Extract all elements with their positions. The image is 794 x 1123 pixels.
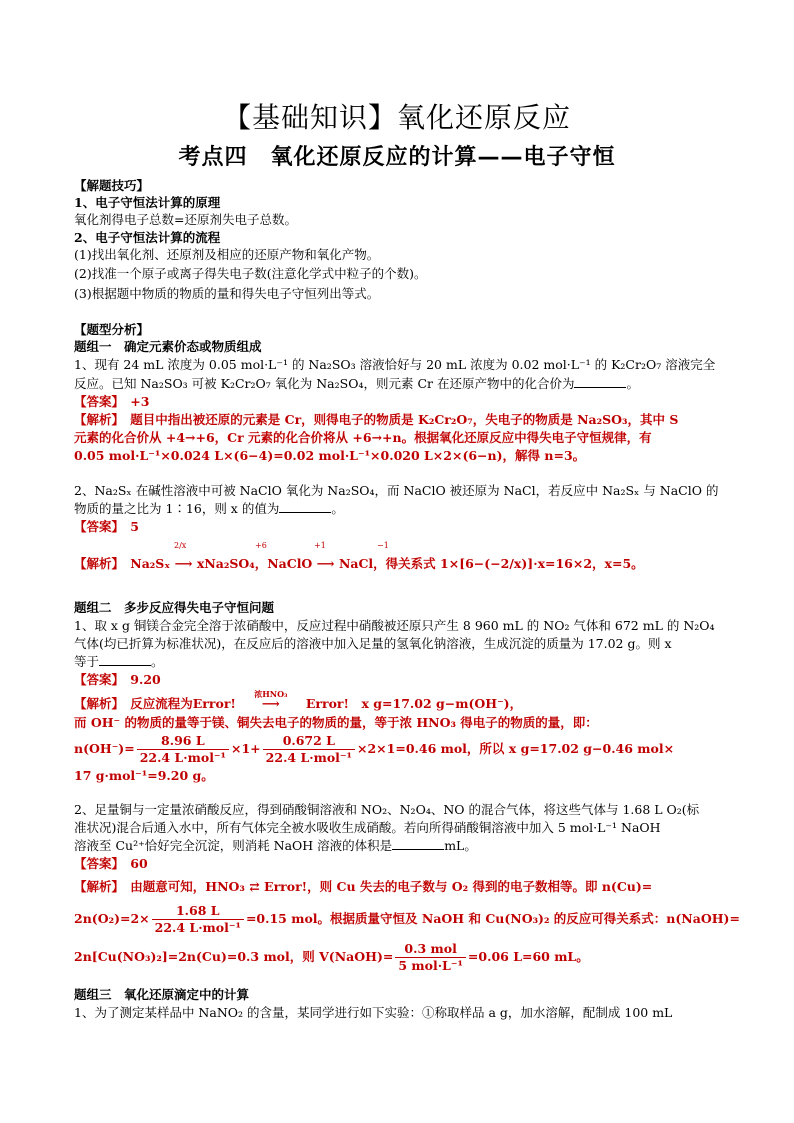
- group1-title: 题组一 确定元素价态或物质组成: [74, 339, 262, 354]
- tips-header: 【解题技巧】: [74, 178, 150, 193]
- g2-q2-explanation-1: 【解析】 由题意可知，HNO₃ ⇄ Error!，则 Cu 失去的电子数与 O₂ 得到的电子数相等。即 n(Cu)=: [74, 879, 653, 894]
- g2-q1-explanation-3: n(OH⁻)= $\frac{8.96 L}{\text{22.4 L·mol⁻¹}}$ ×1+ $\frac{0.672 L}{\text{22.4 L·mol⁻¹}}$ ×2×1=0.46 mol，所以 x g=17.02 g−0.46 mol×: [74, 733, 675, 765]
- page-subtitle: 考点四 氧化还原反应的计算——电子守恒: [178, 145, 616, 170]
- g2-q2-line2: 准状况)混合后通入水中，所有气体完全被水吸收生成硝酸。若向所得硝酸铜溶液中加入 5 mol·L⁻¹ NaOH: [74, 820, 661, 835]
- g2-q1-line3: 等于 。: [74, 654, 164, 669]
- answer-value: 5: [130, 519, 139, 534]
- group2-title: 题组二 多步反应得失电子守恒问题: [74, 600, 275, 615]
- g1-q1-line1: 1、现有 24 mL 浓度为 0.05 mol·L⁻¹ 的 Na₂SO₃ 溶液恰好与 20 mL 浓度为 0.02 mol·L⁻¹ 的 K₂Cr₂O₇ 溶液完全: [74, 357, 716, 372]
- analysis-header: 【题型分析】: [74, 322, 150, 337]
- tips-text-1: 氧化剂得电子总数=还原剂失电子总数。: [74, 212, 297, 227]
- g1-q1-answer: [74, 394, 149, 410]
- g2-q2-explanation-2: 2n(O₂)=2× $\frac{1.68 L}{\text{22.4 L·mol⁻¹}}$ =0.15 mol。根据质量守恒及 NaOH 和 Cu(NO₃)₂ 的反应可得关系式：n(NaOH)=: [74, 903, 740, 935]
- g1-q1-line2: 反应。已知 Na₂SO₃ 可被 K₂Cr₂O₇ 氧化为 Na₂SO₄，则元素 Cr 在还原产物中的化合价为 。: [74, 376, 639, 391]
- g1-q1-explanation-3: 0.05 mol·L⁻¹×0.024 L×(6−4)=0.02 mol·L⁻¹×0.020 L×2×(6−n)，解得 n=3。: [74, 448, 586, 463]
- g2-q2-line1: 2、足量铜与一定量浓硝酸反应，得到硝酸铜溶液和 NO₂、N₂O₄、NO 的混合气体，将这些气体与 1.68 L O₂(标: [74, 802, 700, 817]
- g2-q2-explanation-3: 2n[Cu(NO₃)₂]=2n(Cu)=0.3 mol，则 V(NaOH)= $\frac{\text{0.3 mol}}{\text{5 mol·L⁻¹}}$ =0.06 L=60 mL。: [74, 941, 589, 973]
- fraction: $\frac{0.672 L}{\text{22.4 L·mol⁻¹}}$: [263, 733, 355, 766]
- g1-q2-explanation: 【解析】 Na₂Sₓ ⟶ xNa₂SO₄，NaClO ⟶ NaCl，得关系式 1×[6−(−2/x)]·x=16×2，x=5。: [74, 556, 644, 571]
- answer-blank: [99, 654, 151, 666]
- g1-q1-explanation-1: 【解析】 题目中指出被还原的元素是 Cr，则得电子的物质是 K₂Cr₂O₇，失电子的物质是 Na₂SO₃，其中 S: [74, 412, 679, 427]
- g2-q1-line2: 气体(均已折算为标准状况)，在反应后的溶液中加入足量的氢氧化钠溶液，生成沉淀的质量为 17.02 g。则 x: [74, 636, 672, 651]
- tips-step-2: (2)找准一个原子或离子得失电子数(注意化学式中粒子的个数)。: [74, 266, 427, 281]
- g3-q1-line1: 1、为了测定某样品中 NaNO₂ 的含量，某同学进行如下实验：①称取样品 a g，加水溶解，配制成 100 mL: [74, 1005, 673, 1020]
- g2-q1-explanation-4: 17 g·mol⁻¹=9.20 g。: [74, 768, 214, 783]
- answer-tag: 【答案】: [74, 394, 118, 409]
- reaction-arrow: 浓HNO₃ ⟶: [254, 689, 288, 711]
- g1-q2-answer: 【答案】 5: [74, 519, 139, 534]
- g2-q2-answer: 【答案】 60: [74, 856, 148, 871]
- tips-step-1: (1)找出氧化剂、还原剂及相应的还原产物和氧化产物。: [74, 247, 380, 262]
- answer-blank: [392, 838, 444, 850]
- answer-value: +3: [130, 394, 150, 409]
- g2-q1-explanation-1: 【解析】 反应流程为Error! 浓HNO₃ ⟶ Error! x g=17.02 g−m(OH⁻)，: [74, 689, 523, 711]
- tips-step-3: (3)根据题中物质的物质的量和得失电子守恒列出等式。: [74, 286, 380, 301]
- page-title: 【基础知识】氧化还原反应: [222, 101, 571, 134]
- group3-title: 题组三 氧化还原滴定中的计算: [74, 987, 250, 1002]
- g2-q2-line3: 溶液至 Cu²⁺恰好完全沉淀，则消耗 NaOH 溶液的体积是 mL。: [74, 838, 477, 853]
- g1-q1-explanation-2: 元素的化合价从 +4→+6，Cr 元素的化合价将从 +6→+n。根据氧化还原反应中得失电子守恒规律，有: [74, 430, 652, 445]
- tips-heading-1: 1、电子守恒法计算的原理: [74, 195, 221, 210]
- answer-value: 60: [130, 856, 148, 871]
- answer-blank: [279, 501, 331, 513]
- fraction: $\frac{\text{0.3 mol}}{\text{5 mol·L⁻¹}}$: [395, 941, 466, 974]
- fraction: $\frac{8.96 L}{\text{22.4 L·mol⁻¹}}$: [137, 733, 229, 766]
- document-page: 【基础知识】氧化还原反应 考点四 氧化还原反应的计算——电子守恒 【解题技巧】 1、电子守恒法计算的原理 氧化剂得电子总数=还原剂失电子总数。 2、电子守恒法计算的流程 (1)找出氧化剂、还原剂及相应的还原产物和氧化产物。 (2)找准一个原子或离子得失电子数(注意化学式中粒子的个数)。 (3)根据题中物质的物质的量和得失电子守恒列出等式。 【题型分析】 题组一 确定元素价态或物质组成 1、现有 24 mL 浓度为 0.05 mol·L⁻¹ 的 Na₂SO₃ 溶液恰好与 20 mL 浓度为 0.02 mol·L⁻¹ 的 K₂Cr₂O₇ 溶液完全 反应。已知 Na₂SO₃ 可被 K₂Cr₂O₇ 氧化为 Na₂SO₄，则元素 Cr 在还原产物中的化合价为 。 【答案】 +3 【解析】 题目中指出被还原的元素是 Cr，则得电子的物质是 K₂Cr₂O₇，失电子的物质是 Na₂SO₃，其中 S 元素的化合价从 +4→+6，Cr 元素的化合价将从 +6→+n。根据氧化还原反应中得失电子守恒规律，有 0.05 mol·L⁻¹×0.024 L×(6−4)=0.02 mol·L⁻¹×0.020 L×2×(6−n)，解得 n=3。 2、Na₂Sₓ 在碱性溶液中可被 NaClO 氧化为 Na₂SO₄，而 NaClO 被还原为 NaCl，若反应中 Na₂Sₓ 与 NaClO 的 物质的量之比为 1∶16，则 x 的值为 。 【答案】 5 2/x +6 +1 −1 【解析】 Na₂Sₓ ⟶ xNa₂SO₄，NaClO ⟶ NaCl，得关系式 1×[6−(−2/x)]·x=16×2，x=5。 题组二 多步反应得失电子守恒问题 1、取 x g 铜镁合金完全溶于浓硝酸中，反应过程中硝酸被还原只产生 8 960 mL 的 NO₂ 气体和 672 mL 的 N₂O₄ 气体(均已折算为标准状况)，在反应后的溶液中加入足量的氢氧化钠溶液，生成沉淀的质量为 17.02 g。则 x 等于 。 【答案】 9.20 【解析】 反应流程为Error! 浓HNO₃ ⟶ Error! x g=17.02 g−m(OH⁻)， 而 OH⁻ 的物质的量等于镁、铜失去电子的物质的量，等于浓 HNO₃ 得电子的物质的量，即： n(OH⁻)= $\frac{8.96 L}{\text{22.4 L·mol⁻¹}}$ ×1+ $\frac{0.672 L}{\text{22.4 L·mol⁻¹}}$ ×2×1=0.46 mol，所以 x g=17.02 g−0.46 mol× 17 g·mol⁻¹=9.20 g。 2、足量铜与一定量浓硝酸反应，得到硝酸铜溶液和 NO₂、N₂O₄、NO 的混合气体，将这些气体与 1.68 L O₂(标 准状况)混合后通入水中，所有气体完全被水吸收生成硝酸。若向所得硝酸铜溶液中加入 5 mol·L⁻¹ NaOH 溶液至 Cu²⁺恰好完全沉淀，则消耗 NaOH 溶液的体积是 mL。 【答案】 60 【解析】 由题意可知，HNO₃ ⇄ Error!，则 Cu 失去的电子数与 O₂ 得到的电子数相等。即 n(Cu)= 2n(O₂)=2× $\frac{1.68 L}{\text{22.4 L·mol⁻¹}}$ =0.15 mol。根据质量守恒及 NaOH 和 Cu(NO₃)₂ 的反应可得关系式：n(NaOH)= 2n[Cu(NO₃)₂]=2n(Cu)=0.3 mol，则 V(NaOH)= $\frac{\text{0.3 mol}}{\text{5 mol·L⁻¹}}$ =0.06 L=60 mL。 题组三 氧化还原滴定中的计算 1、为了测定某样品中 NaNO₂ 的含量，某同学进行如下实验：①称取样品 a g，加水溶解，配制成 100 mL: [0, 0, 794, 1123]
- tips-heading-2: 2、电子守恒法计算的流程: [74, 230, 221, 245]
- answer-blank: [574, 376, 626, 388]
- g1-q2-line1: 2、Na₂Sₓ 在碱性溶液中可被 NaClO 氧化为 Na₂SO₄，而 NaClO 被还原为 NaCl，若反应中 Na₂Sₓ 与 NaClO 的: [74, 483, 719, 498]
- g2-q1-answer: 【答案】 9.20: [74, 672, 161, 687]
- g2-q1-line1: 1、取 x g 铜镁合金完全溶于浓硝酸中，反应过程中硝酸被还原只产生 8 960 mL 的 NO₂ 气体和 672 mL 的 N₂O₄: [74, 618, 715, 633]
- answer-value: 9.20: [130, 672, 161, 687]
- fraction: $\frac{1.68 L}{\text{22.4 L·mol⁻¹}}$: [152, 903, 244, 936]
- g1-q2-line2: 物质的量之比为 1∶16，则 x 的值为 。: [74, 501, 344, 516]
- g2-q1-explanation-2: 而 OH⁻ 的物质的量等于镁、铜失去电子的物质的量，等于浓 HNO₃ 得电子的物质的量，即：: [74, 715, 598, 730]
- explanation-tag: 【解析】: [74, 412, 118, 427]
